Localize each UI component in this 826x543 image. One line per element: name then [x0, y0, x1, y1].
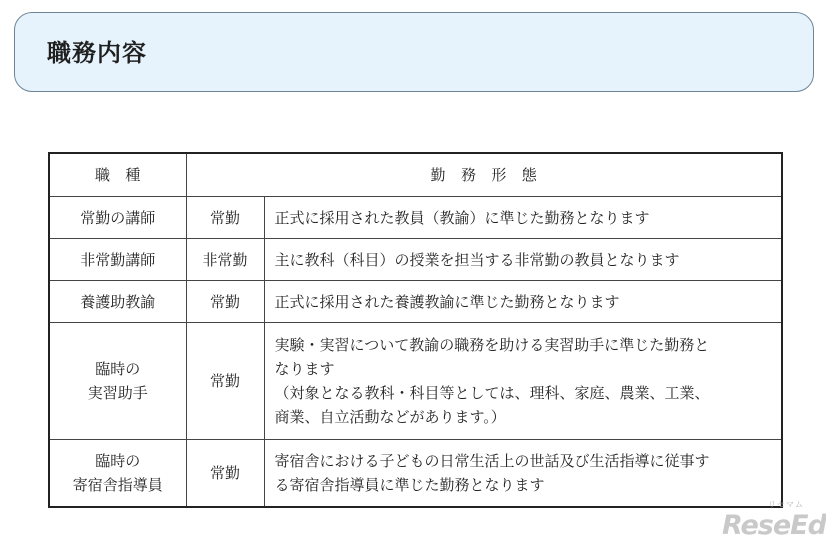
- job-cell: [49, 239, 186, 281]
- job-cell: [49, 281, 186, 323]
- job-cell: [49, 323, 186, 440]
- description-text: 寄宿舎における子どもの日常生活上の世話及び生活指導に従事す: [274, 452, 710, 470]
- job-cell: [49, 440, 186, 508]
- logo-text: ReseEd: [722, 510, 826, 541]
- description-note: 商業、自立活動などがあります。）: [274, 408, 506, 426]
- table-row: [49, 440, 782, 508]
- status-cell: 常勤: [186, 440, 264, 508]
- description-cell: [264, 281, 782, 323]
- logo-subtext: リセマム: [768, 500, 804, 509]
- table-row: [49, 323, 782, 440]
- description-text: 主に教科（科目）の授業を担当する非常勤の教員となります: [274, 250, 680, 269]
- table-row: [49, 239, 782, 281]
- description-cell: [264, 239, 782, 281]
- description-note: （対象となる教科・科目等としては、理科、家庭、農業、工業、: [274, 384, 710, 402]
- job-label: 実習助手: [87, 384, 148, 402]
- status-cell: 常勤: [186, 323, 264, 440]
- job-label: 寄宿舎指導員: [72, 476, 163, 494]
- description-cell: [264, 197, 782, 239]
- job-label: 養護助教諭: [80, 292, 156, 311]
- description-text: 実験・実習について教諭の職務を助ける実習助手に準じた勤務と: [274, 336, 710, 354]
- description-cell: [264, 440, 782, 508]
- table-row: [49, 197, 782, 239]
- status-cell: 常勤: [186, 281, 264, 323]
- section-title: 職務内容: [47, 39, 147, 67]
- job-label: 臨時の: [95, 452, 141, 470]
- status-cell: 非常勤: [186, 239, 264, 281]
- job-label: 臨時の: [95, 360, 141, 378]
- job-cell: [49, 197, 186, 239]
- description-text: る寄宿舎指導員に準じた勤務となります: [274, 476, 545, 494]
- job-label: 常勤の講師: [80, 208, 156, 227]
- description-text: 正式に採用された教員（教諭）に準じた勤務となります: [274, 208, 650, 227]
- watermark-logo: [722, 499, 826, 541]
- table-header-row: [49, 153, 782, 197]
- table-row: [49, 281, 782, 323]
- duty-table: [48, 152, 783, 508]
- description-text: 正式に採用された養護教諭に準じた勤務となります: [274, 292, 620, 311]
- description-text: なります: [274, 360, 335, 378]
- job-label: 非常勤講師: [80, 250, 156, 269]
- description-cell: [264, 323, 782, 440]
- status-cell: 常勤: [186, 197, 264, 239]
- header-job-type: 職 種: [49, 153, 186, 197]
- section-header-box: [14, 12, 814, 92]
- header-work-form: 勤 務 形 態: [186, 153, 782, 197]
